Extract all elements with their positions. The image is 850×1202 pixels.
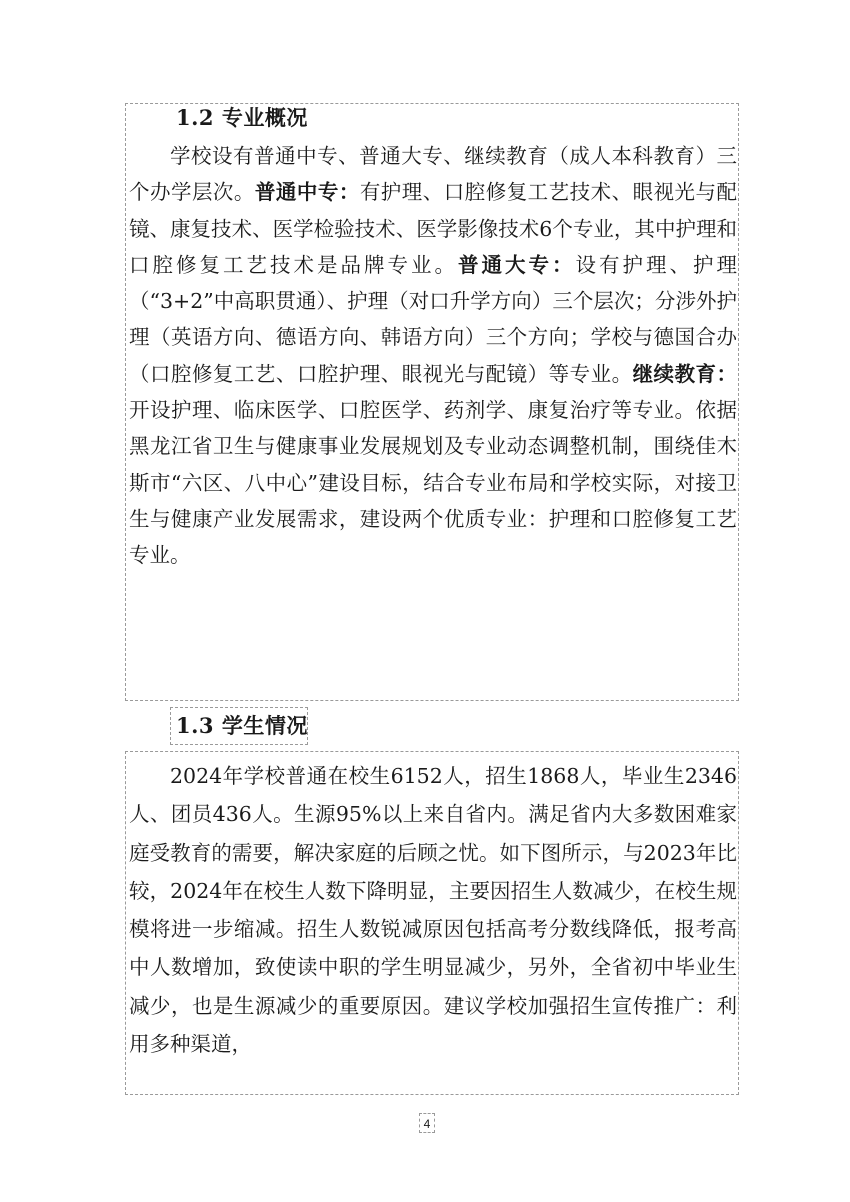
- section-1-3-paragraph: 2024年学校普通在校生6152人，招生1868人，毕业生2346人、团员436人。生源95%以上来自省内。满足省内大多数困难家庭受教育的需要，解决家庭的后顾之忧。如下图所示，与2023年比较，2024年在校生人数下降明显，主要因招生人数减少，在校生规模将进一步缩减。招生人数锐减原因包括高考分数线降低，报考高中人数增加，致使读中职的学生明显减少，另外，全省初中毕业生减少，也是生源减少的重要原因。建议学校加强招生宣传推广：利用多种渠道，: [129, 764, 737, 1057]
- label-dazhuan: 普通大专：: [458, 252, 576, 277]
- page-number: 4: [419, 1113, 435, 1133]
- section-1-2-paragraph: [129, 138, 737, 574]
- section-1-2-heading: 1.2 专业概况: [176, 105, 308, 130]
- dazhuan-text: 设有护理、护理（“3+2”中高职贯通）、护理（对口升学方向）三个层次；分涉外护理（英语方向、德语方向、韩语方向）三个方向；学校与德国合办（口腔修复工艺、口腔护理、眼视光与配镜）等专业。: [129, 252, 737, 386]
- label-jixu: 继续教育：: [632, 361, 738, 386]
- section-1-3-heading: 1.3 学生情况: [176, 713, 308, 738]
- zhongzhuan-text: 有护理、口腔修复工艺技术、眼视光与配镜、康复技术、医学检验技术、医学影像技术6个专业，其中护理和口腔修复工艺技术是品牌专业。: [129, 180, 738, 277]
- jixu-text: 开设护理、临床医学、口腔医学、药剂学、康复治疗等专业。依据黑龙江省卫生与健康事业发展规划及专业动态调整机制，围绕佳木斯市“六区、八中心”建设目标，结合专业布局和学校实际，对接卫生与健康产业发展需求，建设两个优质专业：护理和口腔修复工艺专业。: [129, 398, 737, 568]
- label-zhongzhuan: 普通中专：: [254, 180, 360, 205]
- intro-text: 学校设有普通中专、普通大专、继续教育（成人本科教育）三个办学层次。: [129, 144, 737, 205]
